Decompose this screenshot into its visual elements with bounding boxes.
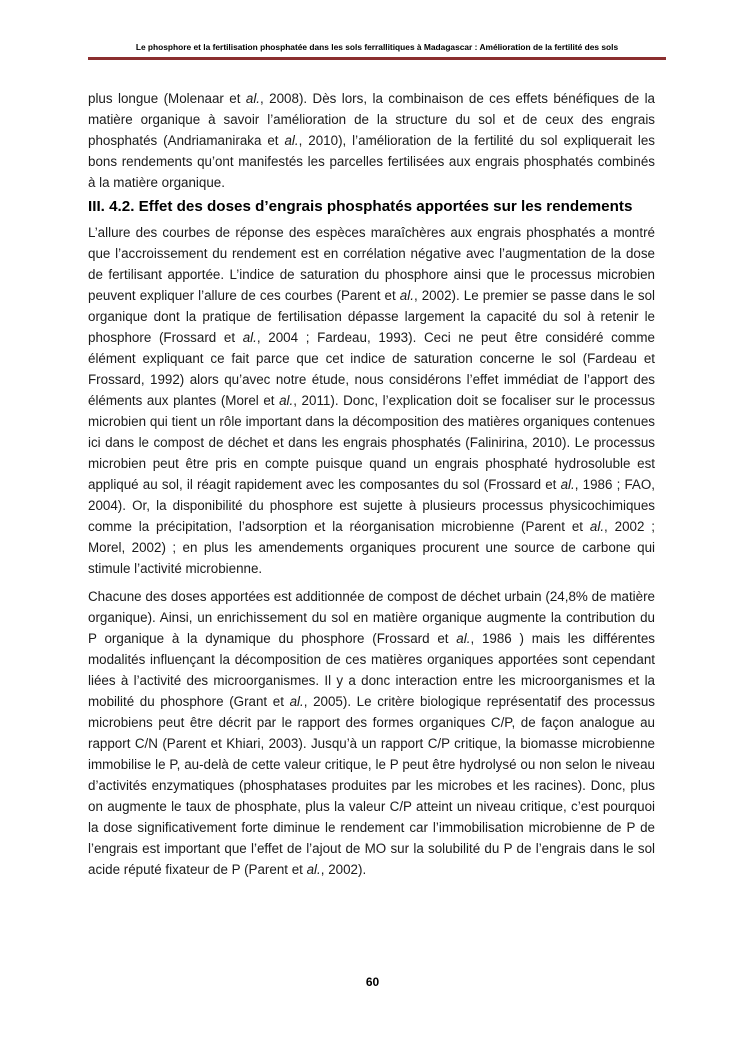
italic-run: al. xyxy=(245,91,261,106)
italic-run: al. xyxy=(289,694,304,709)
italic-run: al. xyxy=(242,330,257,345)
section-heading: III. 4.2. Effet des doses d’engrais phosphatés apportées sur les rendements xyxy=(88,198,633,215)
italic-run: al. xyxy=(399,288,414,303)
text-run: , 1986 ) mais les différentes modalités influençant la décomposition de ces matières organiques apportées sont cependant liées à l’activité des microorganismes. Il y a donc interaction entre les microorganismes et la mobilité du phosphore (Grant et xyxy=(88,631,655,709)
paragraph-1 xyxy=(88,88,655,193)
page-body xyxy=(88,88,655,880)
italic-run: al. xyxy=(589,519,605,534)
paragraph-2 xyxy=(88,222,655,579)
paragraph-3 xyxy=(88,586,655,880)
page-number: 60 xyxy=(365,975,380,989)
running-header: Le phosphore et la fertilisation phosphatée dans les sols ferrallitiques à Madagascar : Amélioration de la fertilité des sols xyxy=(135,42,619,52)
text-run: , 2011). Donc, l’explication doit se focaliser sur le processus microbien qui tient un rôle important dans la décomposition des matières organiques contenues ici dans le compost de déchet et dans les engrais phosphatés (Falinirina, 2010). Le processus microbien peut être pris en compte puisque quand un engrais phosphaté hydrosoluble est appliqué au sol, il réagit rapidement avec les composantes du sol (Frossard et xyxy=(88,393,655,492)
text-run: , 2002). xyxy=(320,862,367,877)
text-run: , 2008). Dès lors, la combinaison de ces effets bénéfiques de la matière organique à savoir l’amélioration de la structure du sol et de ceux des engrais phosphatés (Andriamaniraka et xyxy=(88,91,656,148)
text-run: L’allure des courbes de réponse des espèces maraîchères aux engrais phosphatés a montré que l’accroissement du rendement est en corrélation négative avec l’augmentation de la dose de fertilisant apportée. L’indice de saturation du phosphore ainsi que le processus microbien peuvent expliquer l’allure de ces courbes (Parent et xyxy=(88,225,655,303)
italic-run: al. xyxy=(284,133,299,148)
italic-run: al. xyxy=(456,631,471,646)
italic-run: al. xyxy=(560,477,575,492)
header-rule xyxy=(88,57,666,60)
text-run: , 1986 ; FAO, 2004). Or, la disponibilité du phosphore est sujette à plusieurs processus physicochimiques comme la précipitation, l’adsorption et la réorganisation microbienne (Parent et xyxy=(88,477,655,534)
text-run: Chacune des doses apportées est additionnée de compost de déchet urbain (24,8% de matière organique). Ainsi, un enrichissement du sol en matière organique augmente la contribution du P organique à la dynamique du phosphore (Frossard et xyxy=(88,589,655,646)
text-run: , 2004 ; Fardeau, 1993). Ceci ne peut être considéré comme élément expliquant ce fait parce que cet indice de saturation concerne le sol (Fardeau et Frossard, 1992) alors qu’avec notre étude, nous considérons l’effet immédiat de l’apport des éléments aux plantes (Morel et xyxy=(88,330,656,408)
text-run: , 2002). Le premier se passe dans le sol organique dont la pratique de fertilisation dépasse largement la capacité du sol à retenir le phosphore (Frossard et xyxy=(88,288,655,345)
text-run: , 2002 ; Morel, 2002) ; en plus les amendements organiques procurent une source de carbone qui stimule l’activité microbienne. xyxy=(88,519,656,576)
text-run: plus longue (Molenaar et xyxy=(88,91,246,106)
italic-run: al. xyxy=(279,393,294,408)
text-run: , 2005). Le critère biologique représentatif des processus microbiens peut être décrit par le rapport des formes organiques C/P, de façon analogue au rapport C/N (Parent et Khiari, 2003). Jusqu’à un rapport C/P critique, la biomasse microbienne immobilise le P, au-delà de cette valeur critique, le P peut être hydrolysé ou non selon le niveau d’activités enzymatiques (phosphatases produites par les microbes et les racines). Donc, plus on augmente le taux de phosphate, plus la valeur C/P atteint un niveau critique, c’est pourquoi la dose significativement forte diminue le rendement car l’immobilisation microbienne de P de l’engrais est important que l’effet de l’ajout de MO sur la solubilité du P de l’engrais dans le sol acide réputé fixateur de P (Parent et xyxy=(88,694,656,877)
italic-run: al. xyxy=(306,862,321,877)
text-run: , 2010), l’amélioration de la fertilité du sol expliquerait les bons rendements qu’ont manifestés les parcelles fertilisées aux engrais phosphatés combinés à la matière organique. xyxy=(88,133,656,190)
